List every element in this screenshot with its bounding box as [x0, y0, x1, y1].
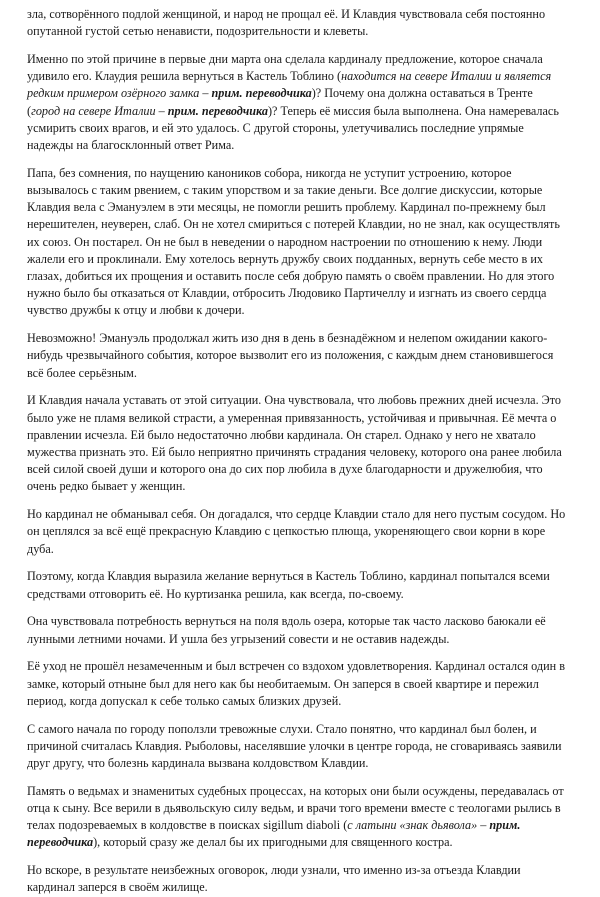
text-run: зла, сотворённого подлой женщиной, и народ не прощал её. И Клавдия чувствовала себя постоянно опутанной густой сетью ненависти, подозрительности и клеветы.	[27, 7, 546, 39]
text-run: Именно по этой причине в первые дни марта она сделала кардиналу предложение, которое сначала удивило его. Клаудия решила вернуться в Кастель Тоблино (	[27, 52, 543, 84]
translator-note-label: прим. переводчика	[211, 86, 312, 101]
text-run: Она чувствовала потребность вернуться на поля вдоль озера, которые так часто ласково баюкали её лунными летними ночами. И ушла без угрызений совести и не оставив надежды.	[27, 614, 546, 646]
paragraph-2	[27, 51, 566, 154]
paragraph-10	[27, 721, 566, 773]
translator-note-label: прим. переводчика	[167, 103, 268, 118]
text-run: )? Почему она должна оставаться в Тренте (	[27, 86, 533, 118]
text-run: Память о ведьмах и знаменитых судебных процессах, на которых они были осуждены, передавалась от отца к сыну. Все верили в дьявольскую силу ведьм, и врачи того времени вместе с теологами рылись в телах подозреваемых в колдовстве в поисках sigillum diaboli (	[27, 783, 564, 833]
text-run: Но вскоре, в результате неизбежных оговорок, люди узнали, что именно из-за отъезда Клавдии кардинал заперся в своём жилище.	[27, 863, 521, 895]
paragraph-12	[27, 862, 566, 896]
paragraph-11	[27, 783, 566, 852]
paragraph-1	[27, 6, 566, 40]
document-body	[27, 6, 566, 897]
text-run: Папа, без сомнения, по наущению каноников собора, никогда не уступит устроению, которое вызывалось с таким рвением, с таким упорством и за такие деньги. Все долгие дискуссии, которые Клавдия вела с Эмануэлем в эти месяцы, не помогли решить проблему. Кардинал по-прежнему был нерешителен, неуверен, слаб. Он не хотел смириться с потерей Клавдии, но не знал, как осуществлять их союз. Он постарел. Он не был в неведении о народном настроении по отношению к нему. Люди жалели его и проклинали. Ему хотелось вернуть дружбу своих подданных, вернуть себе место в их глазах, добиться их прощения и оставить после себя добрую память о своём правлении. Но для этого нужно было бы отказаться от Клавдии, отбросить Людовико Партичеллу и изгнать из своего сердца чувство дружбы к отцу и любви к дочери.	[27, 165, 560, 318]
paragraph-6	[27, 506, 566, 558]
text-run: И Клавдия начала уставать от этой ситуации. Она чувствовала, что любовь прежних дней исчезла. Это было уже не пламя великой страсти, а умеренная привязанность, устойчивая и привычная. Её мечта о правлении исчезла. Ей было недостаточно любви кардинала. Он старел. Однако у него не хватало мужества признать это. Ей было неприятно причинять страдания человеку, которого она ранее любила всей силой своей души и которого она до сих пор любила в духе благодарности и дружелюбия, что очень редко бывает у женщин.	[27, 393, 562, 494]
paragraph-3	[27, 165, 566, 320]
paragraph-5	[27, 392, 566, 495]
text-run: Невозможно! Эмануэль продолжал жить изо дня в день в безнадёжном и нелепом ожидании какого-нибудь чрезвычайного события, которое вызволит его из положения, с каждым днем становившегося всё более серьёзным.	[27, 331, 554, 380]
text-run: Поэтому, когда Клавдия выразила желание вернуться в Кастель Тоблино, кардинал попытался всеми средствами отговорить её. Но куртизанка решила, как всегда, по-своему.	[27, 569, 550, 601]
text-run: )? Теперь её миссия была выполнена. Она намеревалась усмирить своих врагов, и ей это удалось. С другой стороны, улетучивались последние упрямые надежды на благосклонный ответ Рима.	[27, 103, 559, 153]
italic-annotation: город на севере Италии –	[31, 103, 168, 118]
paragraph-9	[27, 658, 566, 710]
translator-note-label: прим. переводчика	[27, 818, 521, 850]
paragraph-4	[27, 330, 566, 382]
text-run: Её уход не прошёл незамеченным и был встречен со вздохом удовлетворения. Кардинал остался один в замке, который отныне был для него как бы необитаемым. Он заперся в своей квартире и пережил период, когда допускал к себе только самых близких друзей.	[27, 659, 565, 708]
italic-annotation: находится на севере Италии и является редким примером озёрного замка –	[27, 69, 552, 101]
paragraph-8	[27, 613, 566, 647]
italic-annotation: с латыни «знак дьявола» –	[347, 818, 490, 833]
paragraph-7	[27, 568, 566, 602]
text-run: Но кардинал не обманывал себя. Он догадался, что сердце Клавдии стало для него пустым сосудом. Но он цеплялся за всё ещё прекрасную Клавдию с цепкостью плюща, укореняющего свои корни в коре дуба.	[27, 507, 566, 556]
text-run: С самого начала по городу поползли тревожные слухи. Стало понятно, что кардинал был болен, и причиной считалась Клавдия. Рыболовы, населявшие улочки в центре города, не сговариваясь заявили друг другу, что болезнь кардинала вызвана колдовством Клавдии.	[27, 721, 562, 771]
text-run: ), который сразу же делал бы их пригодными для священного костра.	[93, 835, 453, 850]
